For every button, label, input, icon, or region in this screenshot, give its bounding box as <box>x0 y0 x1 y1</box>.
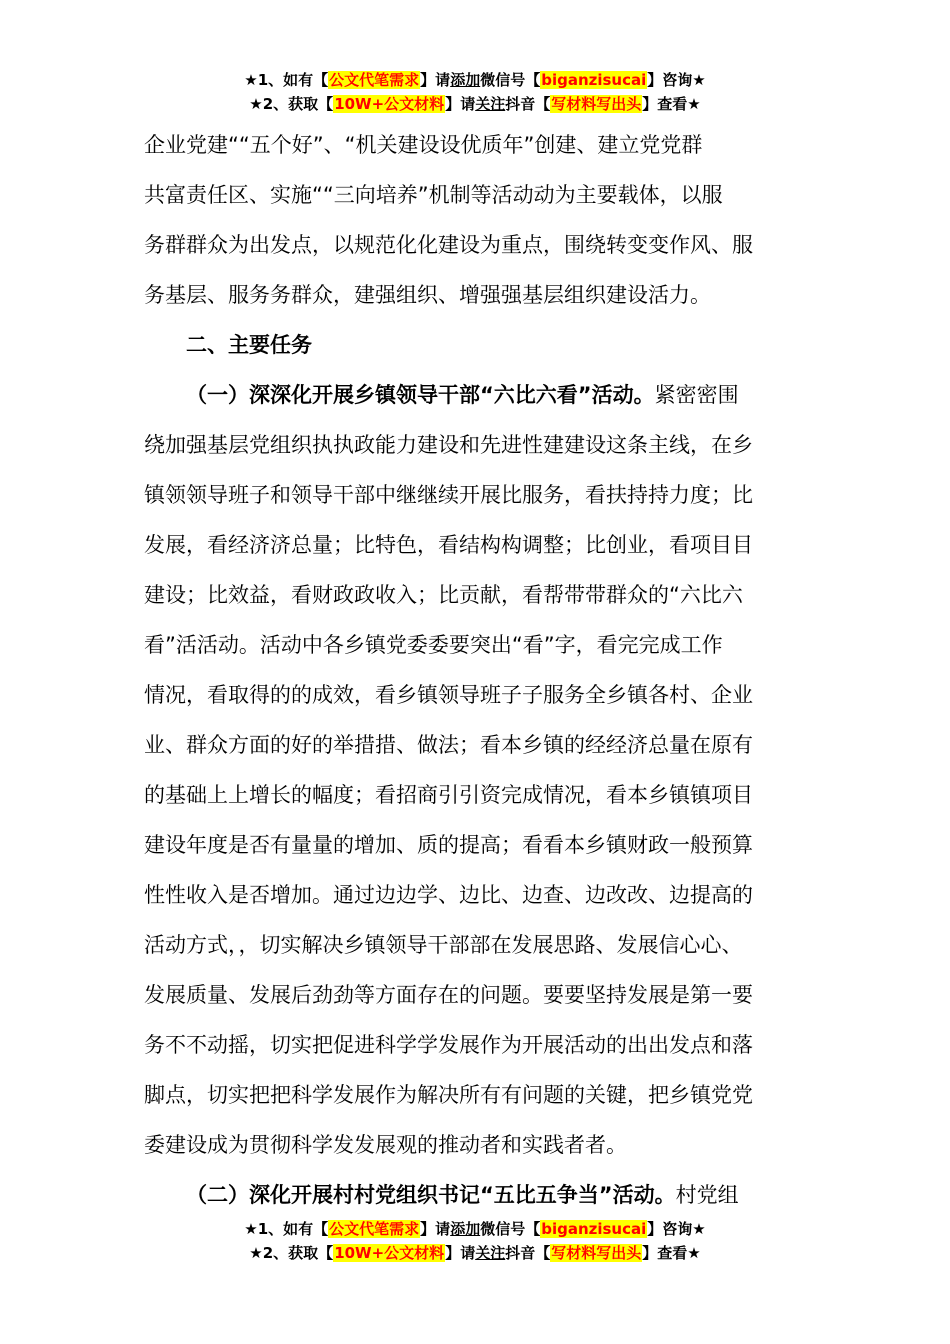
paragraph-line: 镇领领导班子和领导干部中继继续开展比服务，看扶持持力度；比 <box>144 483 753 507</box>
promo-line-2 <box>0 1241 950 1265</box>
promo-text: ★2、获取【 <box>249 1244 334 1262</box>
promo-text: 】请 <box>420 1220 451 1238</box>
paragraph-line: 务不不动摇，切实把促进科学学发展作为开展活动的出出发点和落 <box>144 1033 753 1057</box>
promo-highlight: 10W+公文材料 <box>334 1244 445 1262</box>
paragraph-text: 村党组 <box>675 1183 739 1207</box>
paragraph-line: 业、群众方面的好的举措措、做法；看本乡镇的经经济总量在原有 <box>144 733 753 757</box>
document-body <box>144 120 808 1220</box>
subsection-title: （一）深深化开展乡镇领导干部“六比六看”活动。 <box>186 383 655 407</box>
paragraph-text: 紧密密围 <box>654 383 739 407</box>
promo-underline: 关注 <box>475 95 506 113</box>
paragraph-line: 企业党建““五个好”、“机关建设设优质年”创建、建立党党群 <box>144 133 703 157</box>
paragraph-line: 的基础上上增长的幅度；看招商引引资完成情况，看本乡镇镇项目 <box>144 783 753 807</box>
promo-text: 抖音【 <box>505 1244 551 1262</box>
promo-text: 】查看★ <box>642 1244 701 1262</box>
promo-text: ★1、如有【 <box>244 71 329 89</box>
promo-underline: 关注 <box>475 1244 506 1262</box>
promo-underline: 添加 <box>450 1220 481 1238</box>
paragraph-line: 性性收入是否增加。通过边边学、边比、边查、边改改、边提高的 <box>144 883 753 907</box>
promo-text: 】查看★ <box>642 95 701 113</box>
promo-text: 】咨询★ <box>647 71 706 89</box>
promo-text: 】请 <box>445 95 476 113</box>
section-heading: 二、主要任务 <box>186 333 312 357</box>
promo-highlight: 公文代笔需求 <box>329 1220 420 1238</box>
paragraph-line <box>144 370 808 420</box>
promo-highlight-wechat: biganzisucai <box>541 71 647 89</box>
paragraph-line: 建设；比效益，看财政政收入；比贡献，看帮带带群众的“六比六 <box>144 583 743 607</box>
paragraph-line: 活动方式，，切实解决乡镇领导干部部在发展思路、发展信心心、 <box>144 933 743 957</box>
paragraph-line: 务群群众为出发点，以规范化化建设为重点，围绕转变变作风、服 <box>144 233 753 257</box>
promo-highlight-douyin: 写材料写出头 <box>551 1244 642 1262</box>
paragraph-line: 看”活活动。活动中各乡镇党委委要突出“看”字，看完完成工作 <box>144 633 723 657</box>
promo-text: 抖音【 <box>505 95 551 113</box>
promo-banner-top <box>0 68 950 116</box>
promo-banner-bottom <box>0 1217 950 1265</box>
paragraph-line: 发展质量、发展后劲劲等方面存在的问题。要要坚持发展是第一要 <box>144 983 753 1007</box>
paragraph-line <box>144 1170 808 1220</box>
promo-text: 微信号【 <box>480 1220 541 1238</box>
paragraph-line: 委建设成为贯彻科学发发展观的推动者和实践者者。 <box>144 1133 627 1157</box>
paragraph-line: 脚点，切实把把科学发展作为解决所有有问题的关键，把乡镇党党 <box>144 1083 753 1107</box>
promo-line-2 <box>0 92 950 116</box>
promo-highlight-wechat: biganzisucai <box>541 1220 647 1238</box>
promo-line-1 <box>0 1217 950 1241</box>
paragraph-line: 建设年度是否有量量的增加、质的提高；看看本乡镇财政一般预算 <box>144 833 753 857</box>
promo-text: ★1、如有【 <box>244 1220 329 1238</box>
promo-text: ★2、获取【 <box>249 95 334 113</box>
subsection-title: （二）深化开展村村党组织书记“五比五争当”活动。 <box>186 1183 676 1207</box>
paragraph-line: 务基层、服务务群众，建强组织、增强强基层组织建设活力。 <box>144 283 711 307</box>
promo-highlight-douyin: 写材料写出头 <box>551 95 642 113</box>
paragraph-line: 情况，看取得的的成效，看乡镇领导班子子服务全乡镇各村、企业 <box>144 683 753 707</box>
paragraph-line: 发展，看经济济总量；比特色，看结构构调整；比创业，看项目目 <box>144 533 753 557</box>
promo-underline: 添加 <box>450 71 481 89</box>
promo-text: 】请 <box>420 71 451 89</box>
paragraph-line: 共富责任区、实施““三向培养”机制等活动动为主要载体，以服 <box>144 183 723 207</box>
promo-text: 】请 <box>445 1244 476 1262</box>
paragraph-line: 绕加强基层党组织执执政能力建设和先进性建建设这条主线，在乡 <box>144 433 753 457</box>
promo-highlight: 10W+公文材料 <box>334 95 445 113</box>
promo-line-1 <box>0 68 950 92</box>
promo-text: 微信号【 <box>480 71 541 89</box>
promo-highlight: 公文代笔需求 <box>329 71 420 89</box>
promo-text: 】咨询★ <box>647 1220 706 1238</box>
